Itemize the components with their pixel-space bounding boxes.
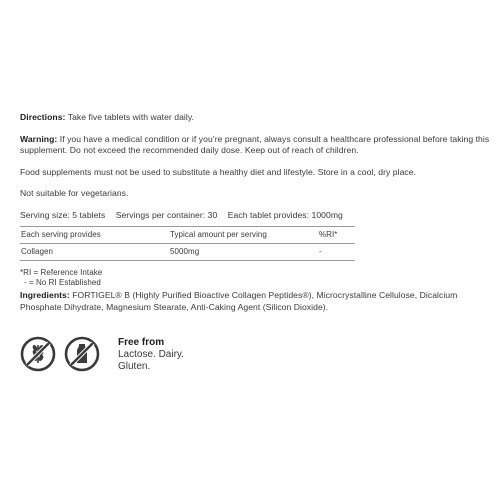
table-header: Typical amount per serving <box>169 227 318 244</box>
table-cell: - <box>318 244 355 261</box>
free-from-line-1: Lactose. Dairy. <box>118 349 184 360</box>
warning <box>20 134 490 157</box>
table-cell: 5000mg <box>169 244 318 261</box>
vegetarian-note: Not suitable for vegetarians. <box>20 188 129 198</box>
free-from-line-2: Gluten. <box>118 361 151 372</box>
table-header-row <box>20 227 355 244</box>
table-row <box>20 244 355 261</box>
directions <box>20 112 490 124</box>
no-dairy-icon <box>64 336 100 372</box>
table-cell: Collagen <box>20 244 169 261</box>
supplement-info <box>20 112 490 323</box>
warning-text: If you have a medical condition or if you’re pregnant, always consult a healthcare professional before taking this supplement. Do not exceed the recommended daily dose. Keep out of reach of children. <box>20 133 490 155</box>
free-from-text <box>118 337 184 373</box>
ingredients-label: Ingredients: <box>20 290 70 300</box>
table-header: %RI* <box>318 227 355 244</box>
no-ri-footnote: - = No RI Established <box>24 278 101 287</box>
table-header: Each serving provides <box>20 227 169 244</box>
no-gluten-icon <box>20 336 56 372</box>
ingredients <box>20 290 490 313</box>
footnotes <box>20 268 490 288</box>
each-tablet-provides: Each tablet provides: 1000mg <box>227 209 343 220</box>
directions-label: Directions: <box>20 112 66 122</box>
ri-footnote: *RI = Reference Intake <box>20 268 103 277</box>
ingredients-text: FORTIGEL® B (Highly Purified Bioactive Collagen Peptides®), Microcrystalline Cellulose, Dicalcium Phosphate Dihydrate, Magnesium Stearate, Anti-Caking Agent (Silicon Dioxide). <box>20 290 458 312</box>
directions-text: Take five tablets with water daily. <box>65 112 194 122</box>
serving-info <box>20 210 490 222</box>
nutrition-table <box>20 226 355 261</box>
free-from-section <box>20 336 184 373</box>
servings-per-container: Servings per container: 30 <box>115 209 218 220</box>
free-from-title: Free from <box>118 337 165 348</box>
warning-label: Warning: <box>20 133 58 144</box>
serving-size: Serving size: 5 tablets <box>20 209 106 220</box>
food-supplements-note: Food supplements must not be used to substitute a healthy diet and lifestyle. Store in a cool, dry place. <box>20 166 417 177</box>
